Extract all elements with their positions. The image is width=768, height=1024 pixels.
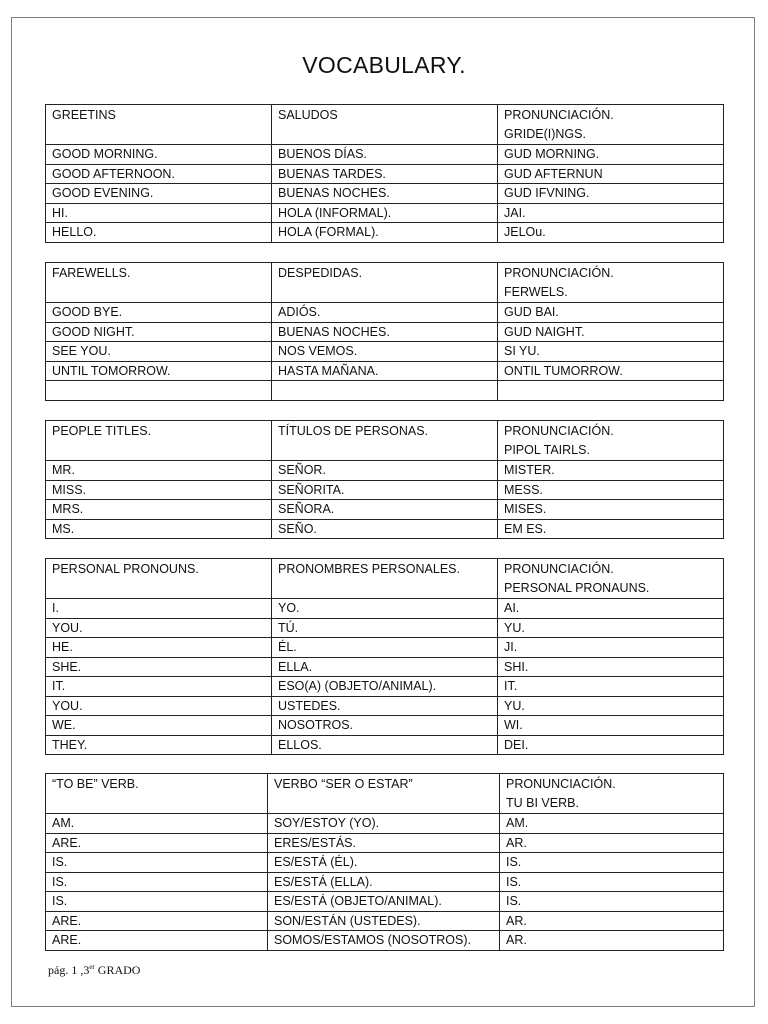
english-cell: I. [46, 599, 272, 619]
spanish-cell: HOLA (INFORMAL). [272, 203, 498, 223]
table-row [46, 833, 724, 853]
english-cell [46, 381, 272, 401]
header-pronunciation: TU BI VERB. [506, 795, 579, 810]
english-cell: YOU. [46, 696, 272, 716]
spanish-cell: ESO(A) (OBJETO/ANIMAL). [272, 677, 498, 697]
table-header-row [46, 105, 724, 145]
english-cell: MISS. [46, 480, 272, 500]
table-to-be-verb [45, 773, 724, 951]
table-row [46, 618, 724, 638]
spanish-cell: SEÑOR. [272, 461, 498, 481]
header-cell [46, 774, 268, 814]
english-cell: ARE. [46, 911, 268, 931]
english-cell: IS. [46, 872, 268, 892]
header-label: PRONUNCIACIÓN. [504, 266, 614, 280]
english-cell: GOOD MORNING. [46, 145, 272, 165]
footer-grade: GRADO [94, 963, 141, 977]
pronunciation-cell: IS. [500, 853, 724, 873]
spanish-cell: ES/ESTÁ (ÉL). [268, 853, 500, 873]
spanish-cell: YO. [272, 599, 498, 619]
header-label: SALUDOS [278, 108, 338, 122]
header-cell [46, 263, 272, 303]
header-cell [46, 421, 272, 461]
table-row [46, 696, 724, 716]
pronunciation-cell: YU. [498, 696, 724, 716]
english-cell: HE. [46, 638, 272, 658]
spanish-cell: USTEDES. [272, 696, 498, 716]
page-title: VOCABULARY. [302, 52, 466, 78]
table-row [46, 184, 724, 204]
english-cell: IT. [46, 677, 272, 697]
pronunciation-cell: MESS. [498, 480, 724, 500]
english-cell: GOOD BYE. [46, 303, 272, 323]
english-cell: YOU. [46, 618, 272, 638]
pronunciation-cell: GUD IFVNING. [498, 184, 724, 204]
header-cell [272, 421, 498, 461]
pronunciation-cell: MISES. [498, 500, 724, 520]
pronunciation-cell: JELOu. [498, 223, 724, 243]
header-label: TÍTULOS DE PERSONAS. [278, 424, 429, 438]
table-row [46, 735, 724, 755]
header-label: FAREWELLS. [52, 266, 131, 280]
table-header-row [46, 774, 724, 814]
spanish-cell: ELLOS. [272, 735, 498, 755]
english-cell: THEY. [46, 735, 272, 755]
spanish-cell: BUENAS TARDES. [272, 164, 498, 184]
pronunciation-cell: GUD AFTERNUN [498, 164, 724, 184]
table-row [46, 164, 724, 184]
header-label: “TO BE” VERB. [52, 777, 139, 791]
spanish-cell: TÚ. [272, 618, 498, 638]
footer-page-number: pág. 1 ,3 [48, 963, 90, 977]
header-pronunciation: GRIDE(I)NGS. [504, 126, 586, 141]
header-cell [272, 263, 498, 303]
pronunciation-cell: ONTIL TUMORROW. [498, 361, 724, 381]
english-cell: UNTIL TOMORROW. [46, 361, 272, 381]
pronunciation-cell: AR. [500, 931, 724, 951]
spanish-cell: ES/ESTÁ (OBJETO/ANIMAL). [268, 892, 500, 912]
header-pronunciation: PIPOL TAIRLS. [504, 442, 590, 457]
table-row [46, 911, 724, 931]
english-cell: IS. [46, 853, 268, 873]
header-cell [498, 105, 724, 145]
table-header-row [46, 263, 724, 303]
english-cell: HELLO. [46, 223, 272, 243]
spanish-cell: ADIÓS. [272, 303, 498, 323]
table-farewells [45, 262, 724, 401]
spanish-cell: NOSOTROS. [272, 716, 498, 736]
spanish-cell: SOMOS/ESTAMOS (NOSOTROS). [268, 931, 500, 951]
spanish-cell: SEÑO. [272, 519, 498, 539]
table-greetings [45, 104, 724, 243]
english-cell: AM. [46, 814, 268, 834]
pronunciation-cell: YU. [498, 618, 724, 638]
pronunciation-cell: GUD NAIGHT. [498, 322, 724, 342]
spanish-cell: NOS VEMOS. [272, 342, 498, 362]
header-label: GREETINS [52, 108, 116, 122]
table-row [46, 361, 724, 381]
table-row [46, 519, 724, 539]
table-row [46, 342, 724, 362]
spanish-cell: SEÑORA. [272, 500, 498, 520]
table-header-row [46, 559, 724, 599]
header-cell [498, 559, 724, 599]
spanish-cell: ELLA. [272, 657, 498, 677]
pronunciation-cell: SHI. [498, 657, 724, 677]
pronunciation-cell: IS. [500, 892, 724, 912]
pronunciation-cell: WI. [498, 716, 724, 736]
footer-superscript: er [89, 963, 95, 971]
pronunciation-cell: IS. [500, 872, 724, 892]
spanish-cell: ES/ESTÁ (ELLA). [268, 872, 500, 892]
english-cell: GOOD AFTERNOON. [46, 164, 272, 184]
pronunciation-cell: DEI. [498, 735, 724, 755]
pronunciation-cell: IT. [498, 677, 724, 697]
table-row [46, 716, 724, 736]
header-cell [500, 774, 724, 814]
pronunciation-cell: JAI. [498, 203, 724, 223]
header-cell [498, 421, 724, 461]
spanish-cell: SEÑORITA. [272, 480, 498, 500]
pronunciation-cell: AM. [500, 814, 724, 834]
spanish-cell: SOY/ESTOY (YO). [268, 814, 500, 834]
spanish-cell: ERES/ESTÁS. [268, 833, 500, 853]
english-cell: MS. [46, 519, 272, 539]
header-cell [272, 105, 498, 145]
table-header-row [46, 421, 724, 461]
header-label: PRONUNCIACIÓN. [504, 108, 614, 122]
header-label: VERBO “SER O ESTAR” [274, 777, 413, 791]
header-label: PEOPLE TITLES. [52, 424, 152, 438]
table-row [46, 872, 724, 892]
header-cell [272, 559, 498, 599]
spanish-cell: HASTA MAÑANA. [272, 361, 498, 381]
table-row [46, 223, 724, 243]
english-cell: SHE. [46, 657, 272, 677]
english-cell: WE. [46, 716, 272, 736]
table-row [46, 500, 724, 520]
table-people-titles [45, 420, 724, 539]
table-row [46, 381, 724, 401]
header-pronunciation: FERWELS. [504, 284, 568, 299]
header-cell [46, 105, 272, 145]
english-cell: HI. [46, 203, 272, 223]
english-cell: ARE. [46, 931, 268, 951]
table-row [46, 599, 724, 619]
english-cell: ARE. [46, 833, 268, 853]
header-label: PERSONAL PRONOUNS. [52, 562, 199, 576]
header-pronunciation: PERSONAL PRONAUNS. [504, 580, 650, 595]
pronunciation-cell: GUD BAI. [498, 303, 724, 323]
english-cell: SEE YOU. [46, 342, 272, 362]
table-row [46, 657, 724, 677]
spanish-cell [272, 381, 498, 401]
spanish-cell: HOLA (FORMAL). [272, 223, 498, 243]
pronunciation-cell: EM ES. [498, 519, 724, 539]
table-row [46, 203, 724, 223]
pronunciation-cell: AI. [498, 599, 724, 619]
pronunciation-cell: AR. [500, 833, 724, 853]
table-row [46, 853, 724, 873]
table-row [46, 892, 724, 912]
header-cell [268, 774, 500, 814]
pronunciation-cell: MISTER. [498, 461, 724, 481]
table-row [46, 814, 724, 834]
table-row [46, 322, 724, 342]
table-row [46, 145, 724, 165]
spanish-cell: BUENOS DÍAS. [272, 145, 498, 165]
header-label: PRONUNCIACIÓN. [506, 777, 616, 791]
spanish-cell: ÉL. [272, 638, 498, 658]
page-footer [48, 963, 140, 978]
pronunciation-cell: JI. [498, 638, 724, 658]
pronunciation-cell [498, 381, 724, 401]
header-label: PRONOMBRES PERSONALES. [278, 562, 460, 576]
header-cell [498, 263, 724, 303]
english-cell: IS. [46, 892, 268, 912]
spanish-cell: BUENAS NOCHES. [272, 184, 498, 204]
english-cell: GOOD EVENING. [46, 184, 272, 204]
table-row [46, 480, 724, 500]
english-cell: GOOD NIGHT. [46, 322, 272, 342]
header-label: DESPEDIDAS. [278, 266, 363, 280]
pronunciation-cell: SI YU. [498, 342, 724, 362]
header-cell [46, 559, 272, 599]
english-cell: MRS. [46, 500, 272, 520]
table-row [46, 461, 724, 481]
table-personal-pronouns [45, 558, 724, 755]
header-label: PRONUNCIACIÓN. [504, 562, 614, 576]
table-row [46, 931, 724, 951]
spanish-cell: BUENAS NOCHES. [272, 322, 498, 342]
english-cell: MR. [46, 461, 272, 481]
table-row [46, 303, 724, 323]
pronunciation-cell: AR. [500, 911, 724, 931]
header-label: PRONUNCIACIÓN. [504, 424, 614, 438]
spanish-cell: SON/ESTÁN (USTEDES). [268, 911, 500, 931]
table-row [46, 677, 724, 697]
pronunciation-cell: GUD MORNING. [498, 145, 724, 165]
table-row [46, 638, 724, 658]
